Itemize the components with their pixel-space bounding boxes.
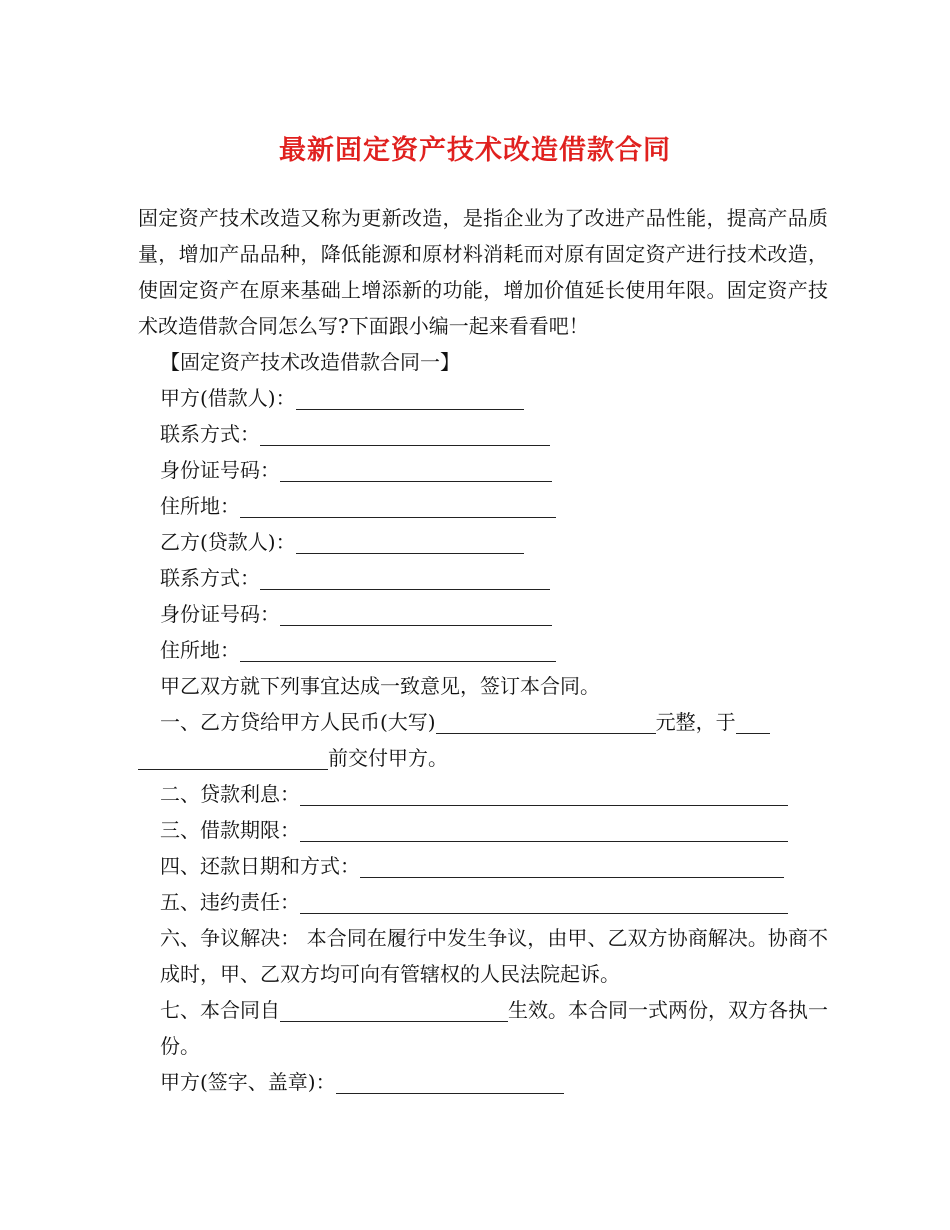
clause-1-line-2 (138, 740, 828, 776)
party-b-address-blank (240, 639, 556, 662)
clause-2-row (138, 776, 828, 812)
clause-7-blank (280, 999, 508, 1022)
party-b-label: 乙方(贷款人)： (160, 530, 296, 554)
clause-1-mid: 元整，于 (655, 710, 736, 734)
party-a-address-blank (240, 495, 556, 518)
party-a-row (138, 380, 828, 416)
party-b-id-blank (280, 603, 552, 626)
party-a-contact-blank (260, 423, 550, 446)
party-b-contact-blank (260, 567, 550, 590)
clause-5-blank (300, 891, 788, 914)
signature-a-blank (336, 1071, 564, 1094)
clause-1-line-1 (138, 704, 828, 740)
intro-paragraph: 固定资产技术改造又称为更新改造，是指企业为了改进产品性能，提高产品质量，增加产品品种，降低能源和原材料消耗而对原有固定资产进行技术改造，使固定资产在原来基础上增添新的功能，增加价值延长使用年限。固定资产技术改造借款合同怎么写?下面跟小编一起来看看吧！ (138, 206, 828, 338)
clause-1-prefix: 一、乙方贷给甲方人民币(大写) (160, 710, 436, 734)
clause-3-row (138, 812, 828, 848)
clause-1-amount-blank (436, 711, 656, 734)
party-b-contact-row (138, 560, 828, 596)
party-a-contact-label: 联系方式： (160, 422, 260, 446)
clause-1-date-blank (138, 747, 328, 770)
clause-7-suffix: 生效。本合同一式两份，双方各执一份。 (160, 998, 828, 1058)
party-b-contact-label: 联系方式： (160, 566, 260, 590)
clause-4-blank (360, 855, 784, 878)
document-body (138, 200, 828, 1100)
party-a-id-label: 身份证号码： (160, 458, 280, 482)
clause-4-label: 四、还款日期和方式： (160, 854, 360, 878)
party-a-address-row (138, 488, 828, 524)
clause-7-prefix: 七、本合同自 (160, 998, 280, 1022)
party-b-id-row (138, 596, 828, 632)
clause-2-label: 二、贷款利息： (160, 782, 300, 806)
party-b-row (138, 524, 828, 560)
party-b-id-label: 身份证号码： (160, 602, 280, 626)
party-b-address-row (138, 632, 828, 668)
party-a-address-label: 住所地： (160, 494, 240, 518)
section-heading: 【固定资产技术改造借款合同一】 (160, 350, 460, 374)
party-a-contact-row (138, 416, 828, 452)
clause-1-suffix: 前交付甲方。 (328, 746, 448, 770)
party-a-id-blank (280, 459, 552, 482)
clause-5-row (138, 884, 828, 920)
clause-2-blank (300, 783, 788, 806)
party-b-blank (296, 531, 524, 554)
clause-6: 六、争议解决： 本合同在履行中发生争议，由甲、乙双方协商解决。协商不成时，甲、乙双方均可向有管辖权的人民法院起诉。 (160, 926, 828, 986)
clause-3-label: 三、借款期限： (160, 818, 300, 842)
agreement-line: 甲乙双方就下列事宜达成一致意见，签订本合同。 (160, 674, 600, 698)
clause-5-label: 五、违约责任： (160, 890, 300, 914)
clause-1-date-blank-start (736, 711, 770, 734)
document-title: 最新固定资产技术改造借款合同 (279, 135, 671, 166)
clause-7 (138, 992, 828, 1064)
party-b-address-label: 住所地： (160, 638, 240, 662)
clause-4-row (138, 848, 828, 884)
signature-a-row (138, 1064, 828, 1100)
party-a-blank (296, 387, 524, 410)
party-a-id-row (138, 452, 828, 488)
signature-a-label: 甲方(签字、盖章)： (160, 1070, 336, 1094)
party-a-label: 甲方(借款人)： (160, 386, 296, 410)
clause-3-blank (300, 819, 788, 842)
